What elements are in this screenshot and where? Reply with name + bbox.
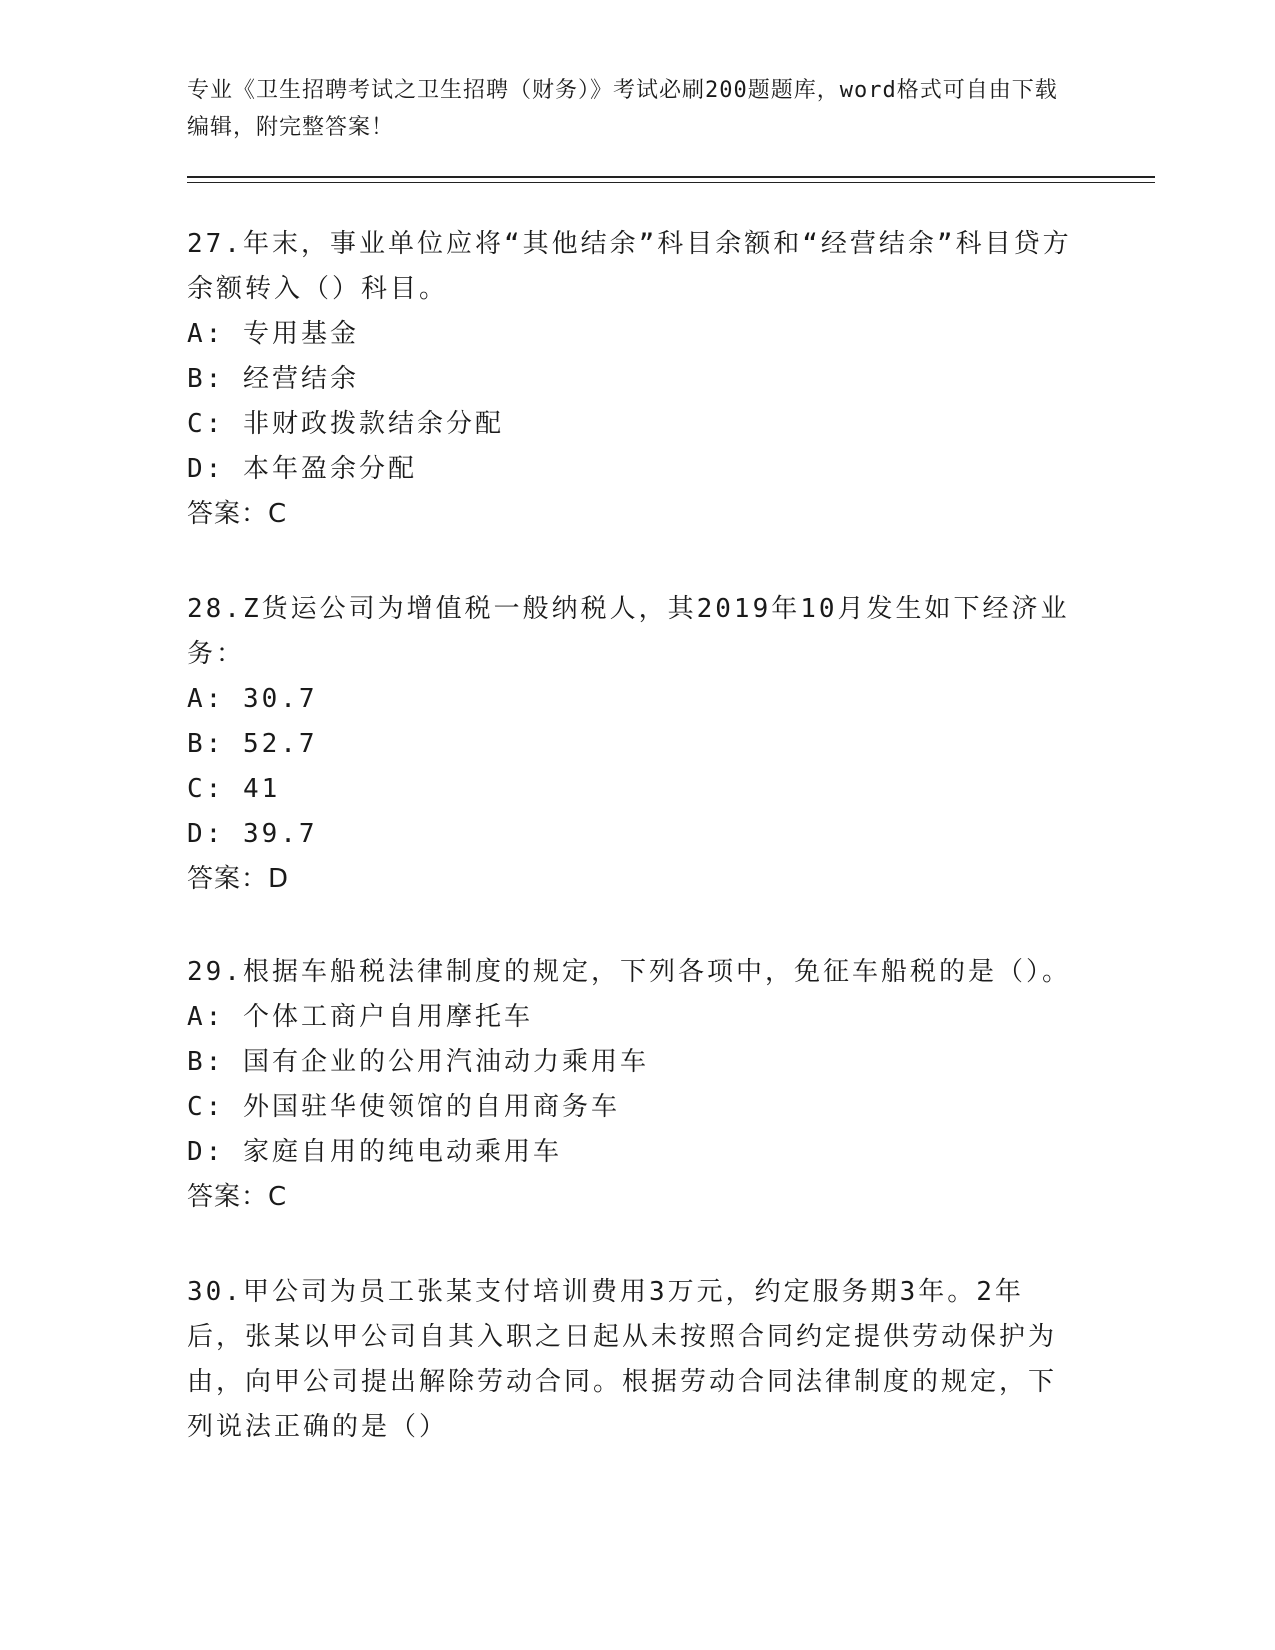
option-d: D: 家庭自用的纯电动乘用车 — [187, 1137, 562, 1167]
option-a: A: 个体工商户自用摩托车 — [187, 1002, 533, 1032]
option-c: C: 非财政拨款结余分配 — [187, 409, 504, 439]
question-29 — [187, 950, 1077, 1220]
option-c: C: 41 — [187, 774, 281, 804]
question-stem: 28.Z货运公司为增值税一般纳税人，其2019年10月发生如下经济业务： — [187, 594, 1070, 669]
answer: 答案：C — [187, 499, 288, 529]
question-stem: 30.甲公司为员工张某支付培训费用3万元，约定服务期3年。2年后，张某以甲公司自其入职之日起从未按照合同约定提供劳动保护为由，向甲公司提出解除劳动合同。根据劳动合同法律制度的规定，下列说法正确的是（） — [187, 1277, 1058, 1442]
answer: 答案：D — [187, 864, 290, 894]
question-stem: 27.年末，事业单位应将“其他结余”科目余额和“经营结余”科目贷方余额转入（）科目。 — [187, 229, 1072, 304]
question-27 — [187, 222, 1077, 537]
option-b: B: 52.7 — [187, 729, 318, 759]
header-divider — [187, 176, 1155, 178]
option-d: D: 39.7 — [187, 819, 318, 849]
answer: 答案：C — [187, 1182, 288, 1212]
question-stem: 29.根据车船税法律制度的规定，下列各项中，免征车船税的是（）。 — [187, 957, 1071, 987]
option-a: A: 30.7 — [187, 684, 318, 714]
header-divider-thin — [187, 182, 1155, 183]
option-d: D: 本年盈余分配 — [187, 454, 417, 484]
question-28 — [187, 587, 1077, 902]
option-b: B: 国有企业的公用汽油动力乘用车 — [187, 1047, 649, 1077]
document-header: 专业《卫生招聘考试之卫生招聘（财务）》考试必刷200题题库，word格式可自由下载编辑，附完整答案！ — [187, 78, 1058, 140]
option-c: C: 外国驻华使领馆的自用商务车 — [187, 1092, 620, 1122]
question-30 — [187, 1270, 1077, 1450]
option-a: A: 专用基金 — [187, 319, 359, 349]
option-b: B: 经营结余 — [187, 364, 359, 394]
